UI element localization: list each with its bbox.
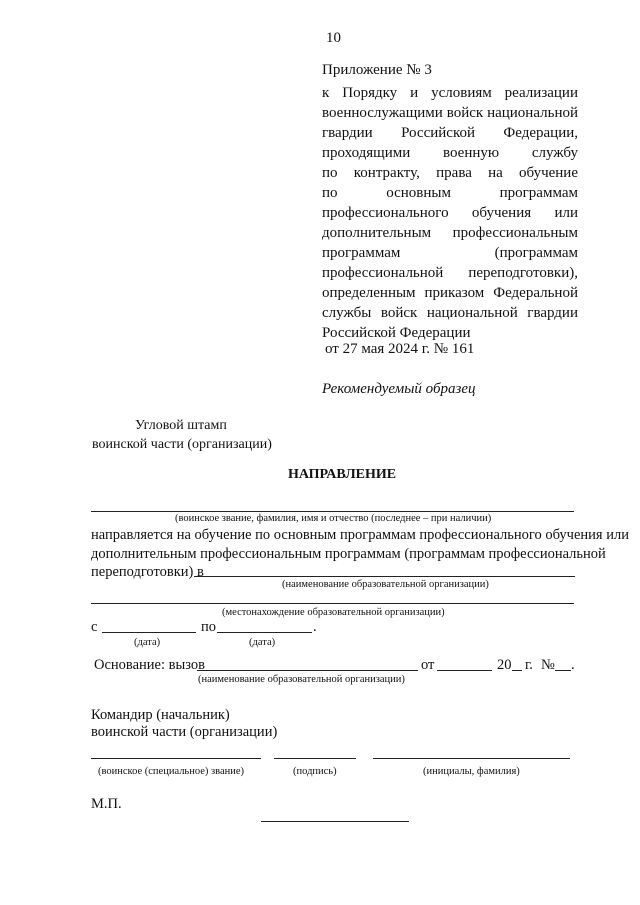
basis-label: Основание: вызов <box>94 657 205 673</box>
body-line: направляется на обучение по основным программам профессионального обучения или <box>91 527 629 543</box>
basis-year-field-line <box>512 670 522 671</box>
period-to-caption: (дата) <box>249 637 276 648</box>
org-location-field-line <box>91 603 574 604</box>
name-field-line <box>373 758 570 759</box>
appendix-line: профессионального обучения или <box>322 205 578 221</box>
signature-caption: (подпись) <box>293 766 337 777</box>
basis-number-field-line <box>555 670 571 671</box>
appendix-title: Приложение № 3 <box>322 62 432 78</box>
appendix-line: к Порядку и условиям реализации <box>322 85 578 101</box>
appendix-line: Российской Федерации <box>322 325 471 341</box>
period-from-label: с <box>91 619 98 635</box>
appendix-line: определенным приказом Федеральной <box>322 285 578 301</box>
body-line-prefix: переподготовки) в <box>91 564 204 580</box>
basis-year-prefix: 20 <box>497 657 512 673</box>
period-to-field-line <box>217 632 312 633</box>
appendix-line: военнослужащими войск национальной <box>322 105 578 121</box>
org-name-caption: (наименование образовательной организации) <box>282 579 489 590</box>
person-field-line <box>91 511 574 512</box>
rank-caption: (воинское (специальное) звание) <box>98 766 245 777</box>
footer-rule <box>261 821 409 822</box>
page-number: 10 <box>326 30 341 46</box>
basis-year-suffix: г. <box>525 657 533 673</box>
stamp-label-line1: Угловой штамп <box>135 418 227 433</box>
appendix-line: службы войск национальной гвардии <box>322 305 578 321</box>
signature-field-line <box>274 758 356 759</box>
appendix-line: программам (программам <box>322 245 578 261</box>
order-date: от 27 мая 2024 г. № 161 <box>325 341 475 357</box>
org-location-caption: (местонахождение образовательной организации) <box>222 607 445 618</box>
appendix-line: проходящими военную службу <box>322 145 578 161</box>
basis-from-label: от <box>421 657 435 673</box>
period-to-label: по <box>201 619 217 635</box>
commander-line1: Командир (начальник) <box>91 707 230 723</box>
stamp-label-line2: воинской части (организации) <box>92 437 272 452</box>
org-name-field-line <box>194 576 575 577</box>
appendix-body <box>322 83 578 343</box>
appendix-line: гвардии Российской Федерации, <box>322 125 578 141</box>
commander-line2: воинской части (организации) <box>91 724 278 740</box>
period-end-mark: . <box>313 619 317 635</box>
basis-org-field-line <box>197 670 418 671</box>
appendix-line: профессиональной переподготовки), <box>322 265 578 281</box>
person-caption: (воинское звание, фамилия, имя и отчество (последнее – при наличии) <box>175 513 492 524</box>
seal-label: М.П. <box>91 796 122 812</box>
appendix-line: по основным программам <box>322 185 578 201</box>
body-line: дополнительным профессиональным программам (программам профессиональной <box>91 546 606 562</box>
body-text <box>91 526 629 564</box>
appendix-line: по контракту, права на обучение <box>322 165 578 181</box>
document-title: НАПРАВЛЕНИЕ <box>288 467 397 482</box>
name-caption: (инициалы, фамилия) <box>423 766 520 777</box>
rank-field-line <box>91 758 261 759</box>
appendix-line: дополнительным профессиональным <box>322 225 578 241</box>
basis-number-label: № <box>541 657 555 673</box>
period-from-caption: (дата) <box>134 637 161 648</box>
basis-caption: (наименование образовательной организации) <box>198 674 405 685</box>
sample-label: Рекомендуемый образец <box>322 381 476 397</box>
basis-end-mark: . <box>571 657 575 673</box>
basis-date-field-line <box>437 670 492 671</box>
period-from-field-line <box>102 632 196 633</box>
